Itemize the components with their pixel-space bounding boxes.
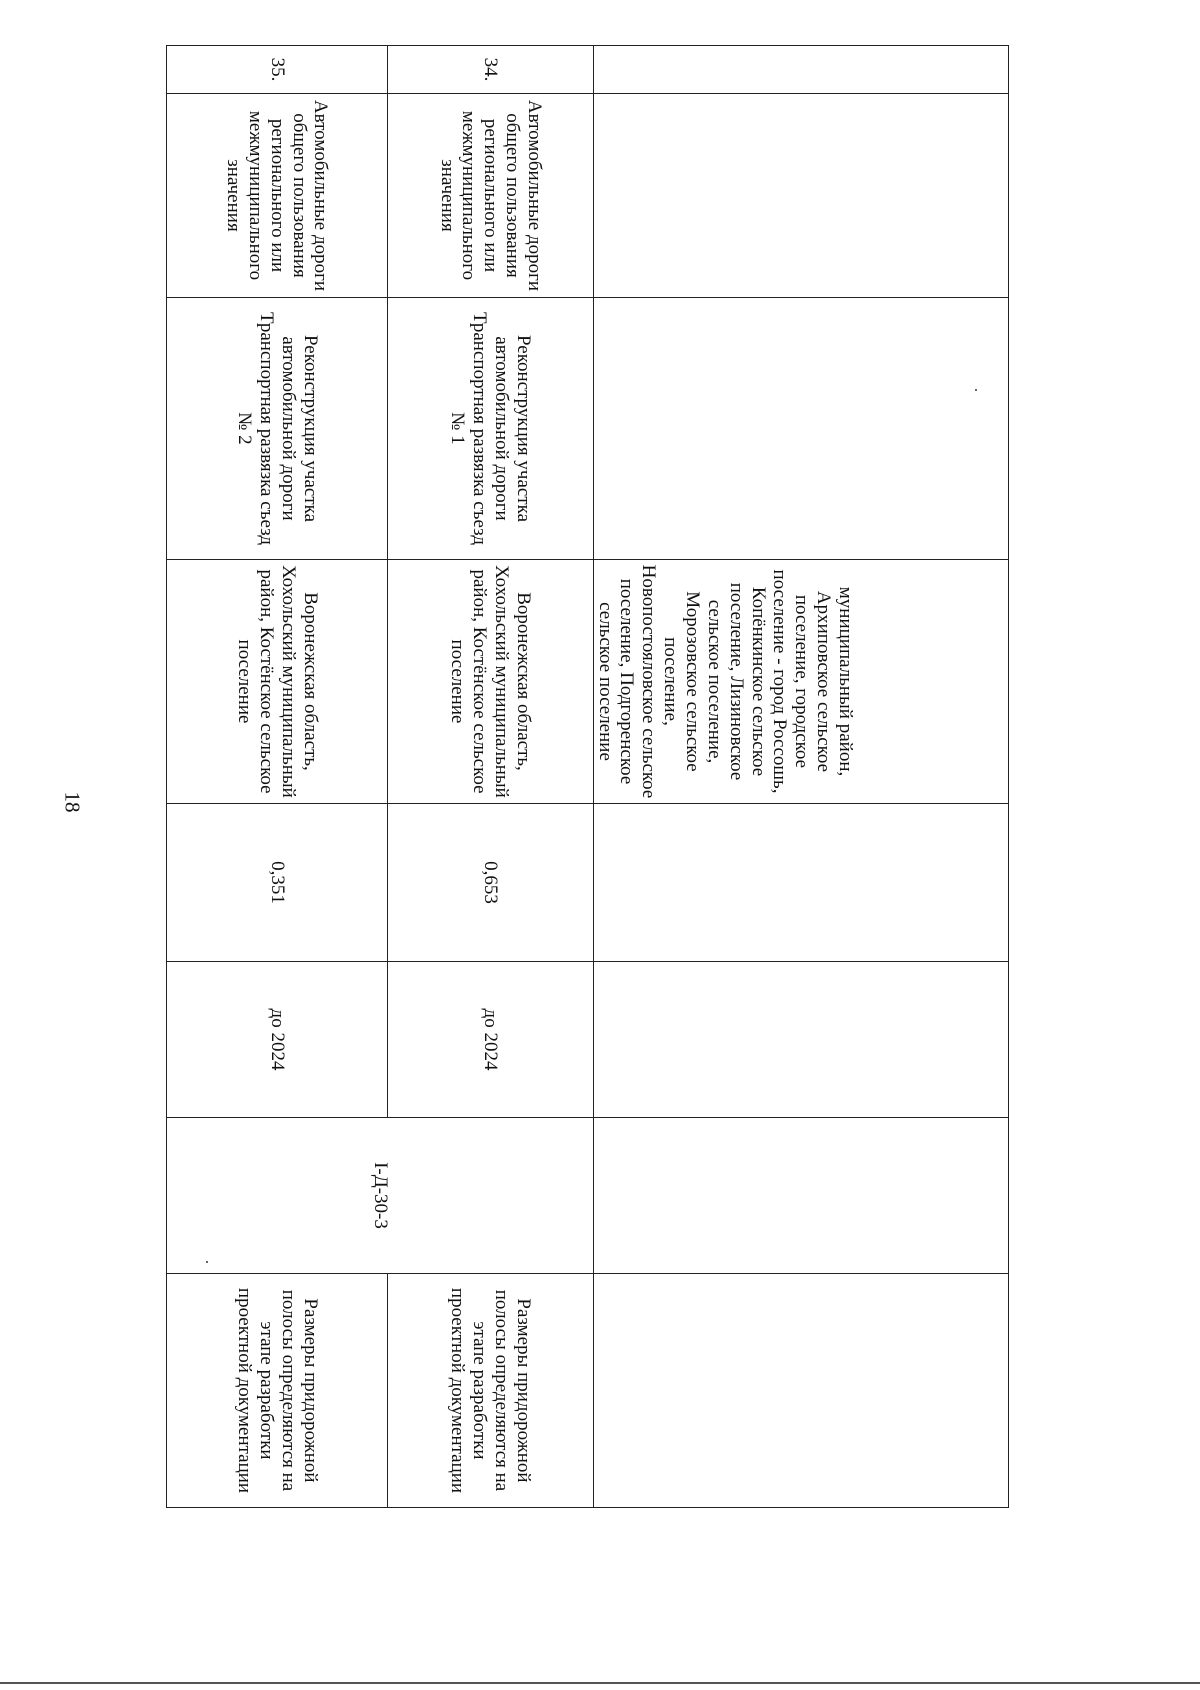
page-number-text: 18 <box>60 791 85 813</box>
cell-location: Воронежская область, Хохольский муниципальный район, Костёнское сельское поселение <box>167 560 388 804</box>
cell-category: Автомобильные дороги общего пользования регионального или межмуниципального значения <box>387 94 593 298</box>
cell-number <box>593 46 1008 94</box>
cell-term <box>593 962 1008 1118</box>
cell-category <box>593 94 1008 298</box>
table-row <box>167 46 388 1508</box>
table-row <box>387 46 593 1508</box>
cell-location: Воронежская область, Хохольский муниципальный район, Костёнское сельское поселение <box>387 560 593 804</box>
cell-length: 0,653 <box>387 804 593 962</box>
cell-length: 0,351 <box>167 804 388 962</box>
cell-note: Размеры придорожной полосы определяются на этапе разработки проектной документации <box>387 1274 593 1508</box>
cell-number: 34. <box>387 46 593 94</box>
cell-name: Реконструкция участка автомобильной дороги Транспортная развязка съезд № 1 <box>387 298 593 560</box>
page-bottom-rule <box>0 1682 1200 1684</box>
scan-speck <box>975 389 977 391</box>
scan-speck <box>206 1261 208 1263</box>
cell-name <box>593 298 1008 560</box>
cell-code <box>593 1118 1008 1274</box>
cell-number: 35. <box>167 46 388 94</box>
cell-term: до 2024 <box>387 962 593 1118</box>
document-table <box>166 45 1009 1508</box>
cell-name: Реконструкция участка автомобильной дороги Транспортная развязка съезд № 2 <box>167 298 388 560</box>
cell-location: муниципальный район, Архиповское сельское поселение, городское поселение - город Россошь, Копёнкинское сельское поселение, Лизиновское сельское поселение, Морозовское сельское поселение, Новопостояловское сельское поселение, Подгоренское сельское поселение <box>593 560 1008 804</box>
cell-category: Автомобильные дороги общего пользования регионального или межмуниципального значения <box>167 94 388 298</box>
table-row <box>593 46 1008 1508</box>
cell-note: Размеры придорожной полосы определяются на этапе разработки проектной документации <box>167 1274 388 1508</box>
document-table-container <box>166 45 1009 1507</box>
cell-term: до 2024 <box>167 962 388 1118</box>
cell-code: I-Д-30-3 <box>167 1118 594 1274</box>
cell-note <box>593 1274 1008 1508</box>
cell-length <box>593 804 1008 962</box>
